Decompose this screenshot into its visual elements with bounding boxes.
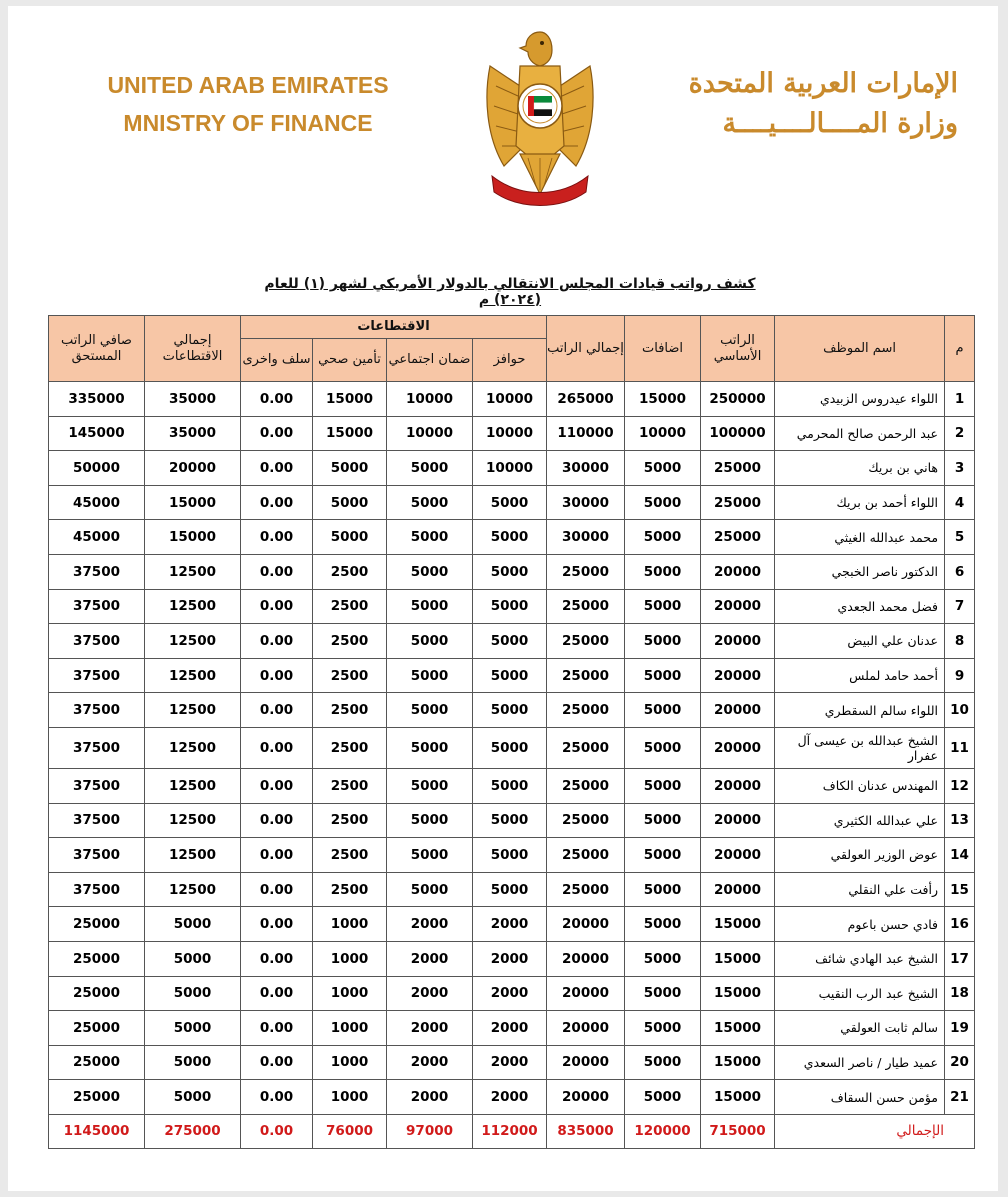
cell-health: 1000 bbox=[313, 941, 387, 976]
col-header-deductions-group: الاقتطاعات bbox=[241, 316, 547, 339]
col-header-net: صافي الراتب المستحق bbox=[49, 316, 145, 382]
col-header-additions: اضافات bbox=[625, 316, 701, 382]
uae-emblem-icon bbox=[480, 26, 600, 211]
cell-gross: 25000 bbox=[547, 658, 625, 693]
cell-health: 2500 bbox=[313, 803, 387, 838]
cell-basic: 20000 bbox=[701, 768, 775, 803]
cell-gross: 25000 bbox=[547, 838, 625, 873]
total-additions: 120000 bbox=[625, 1114, 701, 1148]
arabic-header-line1: الإمارات العربية المتحدة bbox=[688, 68, 958, 99]
cell-name: الشيخ عبد الرب النقيب bbox=[775, 976, 945, 1011]
salary-table-body bbox=[49, 382, 975, 1115]
cell-health: 5000 bbox=[313, 451, 387, 486]
cell-name: محمد عبدالله الغيثي bbox=[775, 520, 945, 555]
cell-total-deductions: 12500 bbox=[145, 727, 241, 768]
cell-basic: 15000 bbox=[701, 941, 775, 976]
cell-index: 14 bbox=[945, 838, 975, 873]
cell-additions: 5000 bbox=[625, 485, 701, 520]
cell-advances: 0.00 bbox=[241, 520, 313, 555]
cell-social: 2000 bbox=[387, 941, 473, 976]
table-row bbox=[49, 1045, 975, 1080]
cell-additions: 5000 bbox=[625, 803, 701, 838]
cell-name: الشيخ عبد الهادي شائف bbox=[775, 941, 945, 976]
english-header-line1: UNITED ARAB EMIRATES bbox=[107, 72, 389, 98]
cell-name: عدنان علي البيض bbox=[775, 624, 945, 659]
table-row bbox=[49, 768, 975, 803]
cell-additions: 5000 bbox=[625, 589, 701, 624]
cell-additions: 5000 bbox=[625, 907, 701, 942]
table-row bbox=[49, 1080, 975, 1115]
total-net: 1145000 bbox=[49, 1114, 145, 1148]
cell-incentives: 5000 bbox=[473, 520, 547, 555]
cell-social: 2000 bbox=[387, 907, 473, 942]
arabic-header-line2: وزارة المــــالــــيــــة bbox=[722, 108, 958, 139]
cell-gross: 20000 bbox=[547, 941, 625, 976]
cell-basic: 15000 bbox=[701, 1080, 775, 1115]
cell-additions: 15000 bbox=[625, 382, 701, 417]
total-basic: 715000 bbox=[701, 1114, 775, 1148]
cell-name: هاني بن بريك bbox=[775, 451, 945, 486]
cell-basic: 20000 bbox=[701, 693, 775, 728]
cell-social: 5000 bbox=[387, 624, 473, 659]
cell-additions: 5000 bbox=[625, 941, 701, 976]
cell-net: 37500 bbox=[49, 554, 145, 589]
cell-social: 10000 bbox=[387, 382, 473, 417]
cell-social: 5000 bbox=[387, 693, 473, 728]
cell-net: 37500 bbox=[49, 838, 145, 873]
cell-total-deductions: 35000 bbox=[145, 382, 241, 417]
cell-name: الشيخ عبدالله بن عيسى آل عفرار bbox=[775, 727, 945, 768]
cell-net: 25000 bbox=[49, 1080, 145, 1115]
cell-gross: 20000 bbox=[547, 1080, 625, 1115]
cell-basic: 25000 bbox=[701, 520, 775, 555]
table-row bbox=[49, 624, 975, 659]
cell-net: 335000 bbox=[49, 382, 145, 417]
cell-additions: 5000 bbox=[625, 838, 701, 873]
cell-additions: 5000 bbox=[625, 624, 701, 659]
col-header-basic: الراتب الأساسي bbox=[701, 316, 775, 382]
cell-total-deductions: 12500 bbox=[145, 624, 241, 659]
cell-name: عميد طيار / ناصر السعدي bbox=[775, 1045, 945, 1080]
cell-social: 10000 bbox=[387, 416, 473, 451]
cell-additions: 5000 bbox=[625, 872, 701, 907]
cell-advances: 0.00 bbox=[241, 803, 313, 838]
cell-net: 37500 bbox=[49, 589, 145, 624]
cell-name: اللواء أحمد بن بريك bbox=[775, 485, 945, 520]
cell-total-deductions: 12500 bbox=[145, 658, 241, 693]
cell-advances: 0.00 bbox=[241, 554, 313, 589]
cell-advances: 0.00 bbox=[241, 976, 313, 1011]
cell-social: 5000 bbox=[387, 589, 473, 624]
cell-index: 9 bbox=[945, 658, 975, 693]
total-gross: 835000 bbox=[547, 1114, 625, 1148]
cell-total-deductions: 15000 bbox=[145, 485, 241, 520]
cell-name: فادي حسن باعوم bbox=[775, 907, 945, 942]
cell-health: 2500 bbox=[313, 693, 387, 728]
cell-basic: 20000 bbox=[701, 589, 775, 624]
cell-net: 25000 bbox=[49, 1011, 145, 1046]
cell-index: 20 bbox=[945, 1045, 975, 1080]
cell-basic: 25000 bbox=[701, 451, 775, 486]
cell-gross: 25000 bbox=[547, 624, 625, 659]
cell-incentives: 5000 bbox=[473, 803, 547, 838]
cell-index: 12 bbox=[945, 768, 975, 803]
cell-advances: 0.00 bbox=[241, 1080, 313, 1115]
cell-incentives: 5000 bbox=[473, 727, 547, 768]
cell-health: 2500 bbox=[313, 768, 387, 803]
table-row bbox=[49, 520, 975, 555]
cell-net: 25000 bbox=[49, 907, 145, 942]
cell-total-deductions: 20000 bbox=[145, 451, 241, 486]
cell-health: 2500 bbox=[313, 554, 387, 589]
cell-basic: 100000 bbox=[701, 416, 775, 451]
cell-health: 2500 bbox=[313, 727, 387, 768]
col-header-health: تأمين صحي bbox=[313, 339, 387, 382]
cell-additions: 5000 bbox=[625, 727, 701, 768]
cell-gross: 25000 bbox=[547, 693, 625, 728]
cell-social: 2000 bbox=[387, 1011, 473, 1046]
cell-additions: 5000 bbox=[625, 1080, 701, 1115]
cell-basic: 20000 bbox=[701, 624, 775, 659]
cell-net: 25000 bbox=[49, 976, 145, 1011]
cell-additions: 10000 bbox=[625, 416, 701, 451]
cell-net: 37500 bbox=[49, 693, 145, 728]
cell-health: 1000 bbox=[313, 1080, 387, 1115]
cell-index: 21 bbox=[945, 1080, 975, 1115]
cell-total-deductions: 5000 bbox=[145, 941, 241, 976]
cell-basic: 15000 bbox=[701, 1011, 775, 1046]
cell-gross: 25000 bbox=[547, 727, 625, 768]
cell-incentives: 2000 bbox=[473, 1080, 547, 1115]
cell-advances: 0.00 bbox=[241, 768, 313, 803]
cell-gross: 265000 bbox=[547, 382, 625, 417]
cell-gross: 30000 bbox=[547, 451, 625, 486]
cell-net: 145000 bbox=[49, 416, 145, 451]
cell-social: 5000 bbox=[387, 803, 473, 838]
cell-incentives: 5000 bbox=[473, 485, 547, 520]
english-header-line2: MNISTRY OF FINANCE bbox=[123, 110, 373, 136]
cell-health: 2500 bbox=[313, 589, 387, 624]
cell-advances: 0.00 bbox=[241, 907, 313, 942]
col-header-incentives: حوافز bbox=[473, 339, 547, 382]
cell-advances: 0.00 bbox=[241, 872, 313, 907]
cell-social: 2000 bbox=[387, 1045, 473, 1080]
cell-net: 37500 bbox=[49, 768, 145, 803]
cell-social: 5000 bbox=[387, 768, 473, 803]
cell-total-deductions: 12500 bbox=[145, 589, 241, 624]
table-row bbox=[49, 976, 975, 1011]
cell-total-deductions: 15000 bbox=[145, 520, 241, 555]
cell-total-deductions: 12500 bbox=[145, 693, 241, 728]
cell-additions: 5000 bbox=[625, 658, 701, 693]
cell-gross: 20000 bbox=[547, 976, 625, 1011]
total-advances: 0.00 bbox=[241, 1114, 313, 1148]
col-header-total-deductions: إجمالي الاقتطاعات bbox=[145, 316, 241, 382]
cell-name: اللواء عيدروس الزبيدي bbox=[775, 382, 945, 417]
cell-total-deductions: 12500 bbox=[145, 554, 241, 589]
cell-health: 1000 bbox=[313, 907, 387, 942]
cell-incentives: 2000 bbox=[473, 1011, 547, 1046]
table-row bbox=[49, 416, 975, 451]
cell-index: 13 bbox=[945, 803, 975, 838]
cell-incentives: 10000 bbox=[473, 382, 547, 417]
document-title: كشف رواتب قيادات المجلس الانتقالي بالدولار الأمريكي لشهر (١) للعام (٢٠٢٤) م bbox=[264, 276, 756, 308]
cell-net: 37500 bbox=[49, 872, 145, 907]
cell-incentives: 5000 bbox=[473, 589, 547, 624]
table-row bbox=[49, 554, 975, 589]
cell-incentives: 2000 bbox=[473, 976, 547, 1011]
cell-incentives: 5000 bbox=[473, 693, 547, 728]
cell-incentives: 5000 bbox=[473, 658, 547, 693]
cell-basic: 20000 bbox=[701, 872, 775, 907]
table-row bbox=[49, 451, 975, 486]
cell-gross: 25000 bbox=[547, 589, 625, 624]
cell-advances: 0.00 bbox=[241, 589, 313, 624]
cell-social: 5000 bbox=[387, 485, 473, 520]
cell-incentives: 10000 bbox=[473, 451, 547, 486]
cell-advances: 0.00 bbox=[241, 941, 313, 976]
cell-name: علي عبدالله الكثيري bbox=[775, 803, 945, 838]
salary-table bbox=[48, 315, 975, 1149]
cell-health: 1000 bbox=[313, 1011, 387, 1046]
cell-basic: 20000 bbox=[701, 838, 775, 873]
table-row bbox=[49, 382, 975, 417]
cell-incentives: 5000 bbox=[473, 554, 547, 589]
cell-advances: 0.00 bbox=[241, 1011, 313, 1046]
cell-index: 4 bbox=[945, 485, 975, 520]
cell-social: 5000 bbox=[387, 727, 473, 768]
cell-health: 5000 bbox=[313, 485, 387, 520]
cell-social: 5000 bbox=[387, 838, 473, 873]
cell-health: 1000 bbox=[313, 1045, 387, 1080]
cell-basic: 250000 bbox=[701, 382, 775, 417]
cell-additions: 5000 bbox=[625, 693, 701, 728]
cell-net: 25000 bbox=[49, 1045, 145, 1080]
cell-advances: 0.00 bbox=[241, 693, 313, 728]
table-row bbox=[49, 907, 975, 942]
cell-total-deductions: 5000 bbox=[145, 907, 241, 942]
cell-name: عبد الرحمن صالح المحرمي bbox=[775, 416, 945, 451]
cell-total-deductions: 12500 bbox=[145, 872, 241, 907]
cell-index: 7 bbox=[945, 589, 975, 624]
arabic-header bbox=[658, 64, 958, 144]
cell-health: 2500 bbox=[313, 624, 387, 659]
cell-basic: 15000 bbox=[701, 976, 775, 1011]
cell-gross: 110000 bbox=[547, 416, 625, 451]
cell-index: 5 bbox=[945, 520, 975, 555]
cell-index: 2 bbox=[945, 416, 975, 451]
cell-index: 6 bbox=[945, 554, 975, 589]
cell-total-deductions: 5000 bbox=[145, 1045, 241, 1080]
table-row bbox=[49, 872, 975, 907]
cell-index: 17 bbox=[945, 941, 975, 976]
cell-total-deductions: 12500 bbox=[145, 803, 241, 838]
cell-advances: 0.00 bbox=[241, 658, 313, 693]
cell-index: 19 bbox=[945, 1011, 975, 1046]
cell-index: 1 bbox=[945, 382, 975, 417]
totals-row bbox=[49, 1114, 975, 1148]
cell-index: 11 bbox=[945, 727, 975, 768]
cell-social: 5000 bbox=[387, 554, 473, 589]
cell-name: الدكتور ناصر الخبجي bbox=[775, 554, 945, 589]
table-row bbox=[49, 693, 975, 728]
cell-incentives: 5000 bbox=[473, 624, 547, 659]
cell-name: رأفت علي النقلي bbox=[775, 872, 945, 907]
cell-incentives: 5000 bbox=[473, 838, 547, 873]
table-row bbox=[49, 803, 975, 838]
cell-gross: 20000 bbox=[547, 1011, 625, 1046]
cell-total-deductions: 35000 bbox=[145, 416, 241, 451]
cell-net: 45000 bbox=[49, 485, 145, 520]
cell-incentives: 2000 bbox=[473, 907, 547, 942]
cell-index: 16 bbox=[945, 907, 975, 942]
cell-gross: 25000 bbox=[547, 768, 625, 803]
cell-advances: 0.00 bbox=[241, 451, 313, 486]
cell-basic: 15000 bbox=[701, 907, 775, 942]
cell-gross: 25000 bbox=[547, 803, 625, 838]
table-row bbox=[49, 1011, 975, 1046]
cell-health: 2500 bbox=[313, 838, 387, 873]
cell-basic: 25000 bbox=[701, 485, 775, 520]
cell-name: اللواء سالم السقطري bbox=[775, 693, 945, 728]
total-social: 97000 bbox=[387, 1114, 473, 1148]
cell-basic: 20000 bbox=[701, 803, 775, 838]
cell-net: 50000 bbox=[49, 451, 145, 486]
cell-incentives: 2000 bbox=[473, 1045, 547, 1080]
cell-health: 2500 bbox=[313, 872, 387, 907]
table-row bbox=[49, 727, 975, 768]
cell-total-deductions: 5000 bbox=[145, 1080, 241, 1115]
cell-name: سالم ثابت العولقي bbox=[775, 1011, 945, 1046]
cell-index: 3 bbox=[945, 451, 975, 486]
total-deductions: 275000 bbox=[145, 1114, 241, 1148]
cell-advances: 0.00 bbox=[241, 1045, 313, 1080]
cell-additions: 5000 bbox=[625, 451, 701, 486]
cell-advances: 0.00 bbox=[241, 727, 313, 768]
cell-net: 37500 bbox=[49, 624, 145, 659]
cell-gross: 25000 bbox=[547, 872, 625, 907]
cell-social: 5000 bbox=[387, 872, 473, 907]
table-row bbox=[49, 941, 975, 976]
cell-gross: 25000 bbox=[547, 554, 625, 589]
cell-additions: 5000 bbox=[625, 768, 701, 803]
cell-index: 15 bbox=[945, 872, 975, 907]
cell-gross: 20000 bbox=[547, 1045, 625, 1080]
cell-net: 25000 bbox=[49, 941, 145, 976]
cell-net: 37500 bbox=[49, 658, 145, 693]
cell-basic: 20000 bbox=[701, 554, 775, 589]
cell-additions: 5000 bbox=[625, 520, 701, 555]
cell-social: 2000 bbox=[387, 1080, 473, 1115]
cell-incentives: 5000 bbox=[473, 768, 547, 803]
cell-name: عوض الوزير العولقي bbox=[775, 838, 945, 873]
cell-incentives: 2000 bbox=[473, 941, 547, 976]
cell-social: 5000 bbox=[387, 451, 473, 486]
table-row bbox=[49, 838, 975, 873]
cell-gross: 20000 bbox=[547, 907, 625, 942]
cell-name: مؤمن حسن السقاف bbox=[775, 1080, 945, 1115]
cell-index: 18 bbox=[945, 976, 975, 1011]
col-header-advances: سلف واخرى bbox=[241, 339, 313, 382]
table-row bbox=[49, 485, 975, 520]
table-row bbox=[49, 658, 975, 693]
cell-total-deductions: 12500 bbox=[145, 768, 241, 803]
cell-advances: 0.00 bbox=[241, 838, 313, 873]
cell-incentives: 10000 bbox=[473, 416, 547, 451]
total-health: 76000 bbox=[313, 1114, 387, 1148]
col-header-name: اسم الموظف bbox=[775, 316, 945, 382]
cell-basic: 15000 bbox=[701, 1045, 775, 1080]
cell-name: فضل محمد الجعدي bbox=[775, 589, 945, 624]
cell-basic: 20000 bbox=[701, 727, 775, 768]
cell-health: 5000 bbox=[313, 520, 387, 555]
cell-advances: 0.00 bbox=[241, 416, 313, 451]
cell-health: 15000 bbox=[313, 416, 387, 451]
total-incentives: 112000 bbox=[473, 1114, 547, 1148]
cell-gross: 30000 bbox=[547, 485, 625, 520]
cell-index: 10 bbox=[945, 693, 975, 728]
cell-health: 15000 bbox=[313, 382, 387, 417]
cell-social: 5000 bbox=[387, 658, 473, 693]
col-header-gross: إجمالي الراتب bbox=[547, 316, 625, 382]
cell-net: 45000 bbox=[49, 520, 145, 555]
cell-additions: 5000 bbox=[625, 1045, 701, 1080]
cell-index: 8 bbox=[945, 624, 975, 659]
cell-gross: 30000 bbox=[547, 520, 625, 555]
cell-advances: 0.00 bbox=[241, 485, 313, 520]
cell-social: 2000 bbox=[387, 976, 473, 1011]
cell-additions: 5000 bbox=[625, 1011, 701, 1046]
cell-basic: 20000 bbox=[701, 658, 775, 693]
col-header-social: ضمان اجتماعي bbox=[387, 339, 473, 382]
col-header-index: م bbox=[945, 316, 975, 382]
cell-health: 2500 bbox=[313, 658, 387, 693]
cell-incentives: 5000 bbox=[473, 872, 547, 907]
cell-advances: 0.00 bbox=[241, 624, 313, 659]
cell-total-deductions: 5000 bbox=[145, 976, 241, 1011]
cell-net: 37500 bbox=[49, 727, 145, 768]
cell-health: 1000 bbox=[313, 976, 387, 1011]
cell-social: 5000 bbox=[387, 520, 473, 555]
cell-name: أحمد حامد لملس bbox=[775, 658, 945, 693]
table-row bbox=[49, 589, 975, 624]
cell-additions: 5000 bbox=[625, 976, 701, 1011]
english-header bbox=[88, 66, 408, 142]
cell-total-deductions: 12500 bbox=[145, 838, 241, 873]
cell-additions: 5000 bbox=[625, 554, 701, 589]
cell-advances: 0.00 bbox=[241, 382, 313, 417]
document-page bbox=[8, 6, 998, 1191]
cell-total-deductions: 5000 bbox=[145, 1011, 241, 1046]
cell-net: 37500 bbox=[49, 803, 145, 838]
totals-label: الإجمالي bbox=[775, 1114, 975, 1148]
cell-name: المهندس عدنان الكاف bbox=[775, 768, 945, 803]
